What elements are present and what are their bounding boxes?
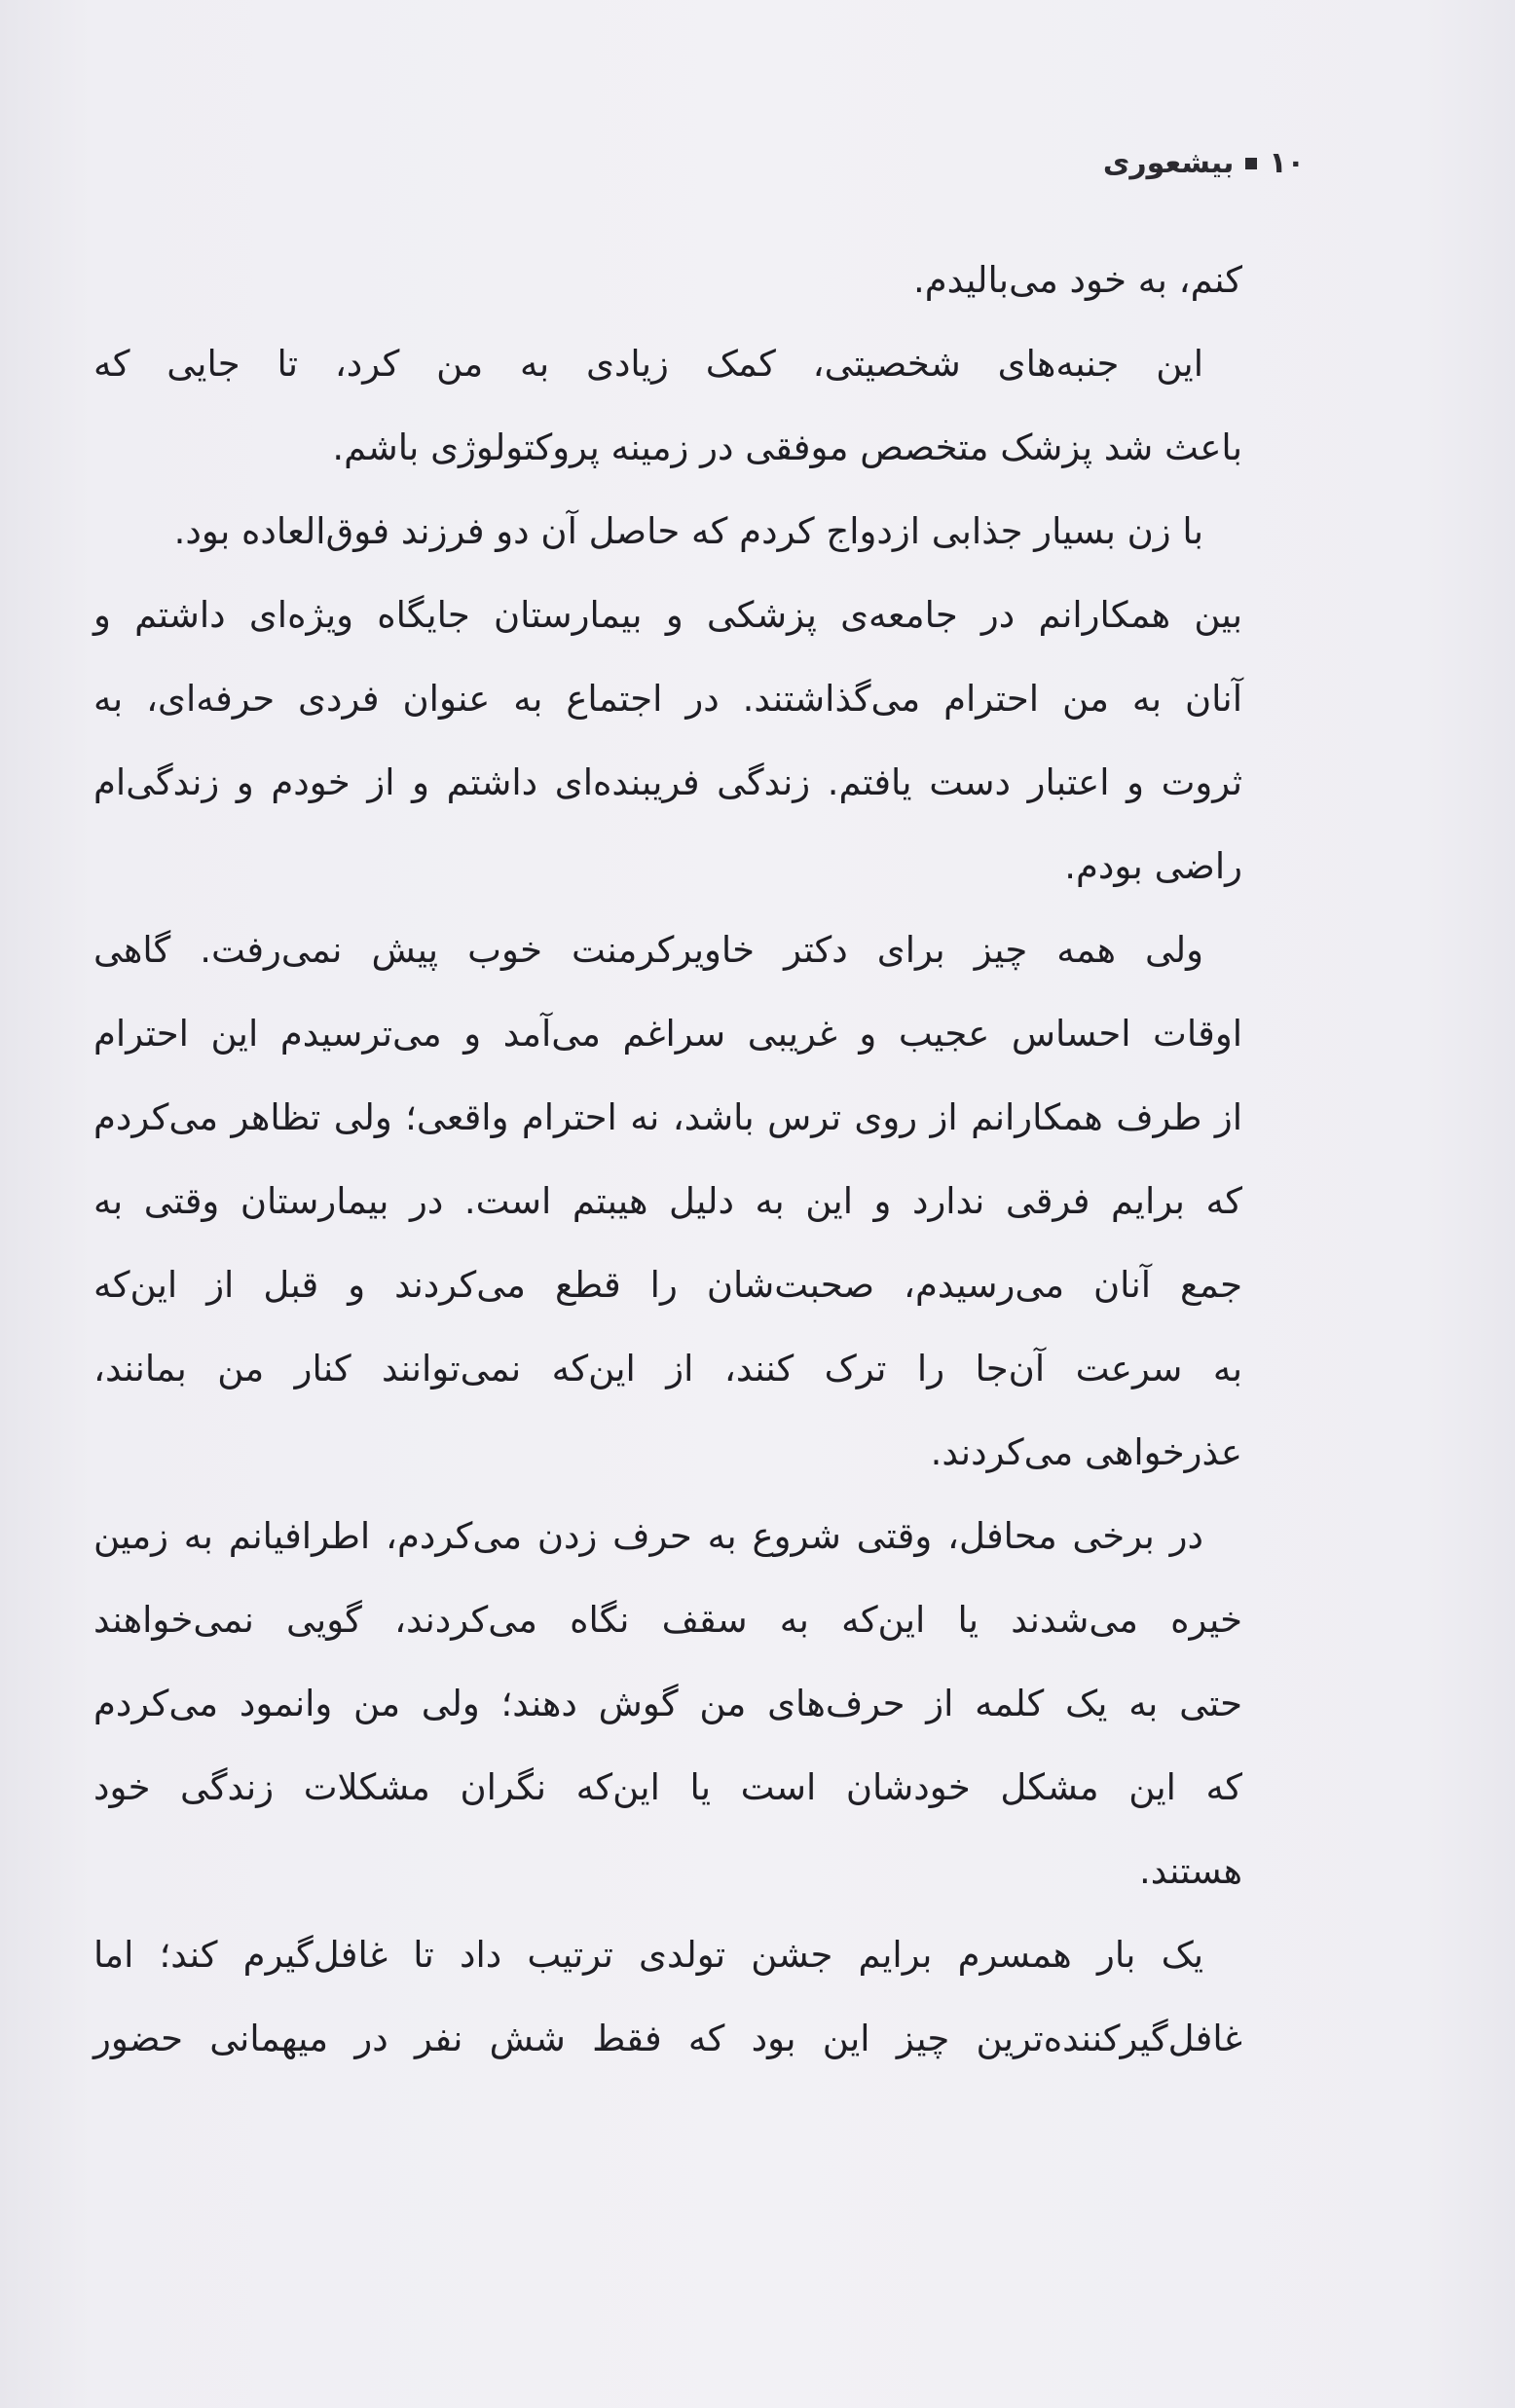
text-line: بین همکارانم در جامعه‌ی پزشکی و بیمارستان جایگاه ویژه‌ای داشتم و	[93, 594, 1242, 636]
text-line: باعث شد پزشک متخصص موفقی در زمینه پروکتولوژی باشم.	[332, 426, 1242, 468]
text-line: ثروت و اعتبار دست یافتم. زندگی فریبنده‌ای داشتم و از خودم و زندگی‌ام	[93, 761, 1242, 803]
running-header	[1103, 146, 1305, 180]
book-title: بیشعوری	[1102, 146, 1235, 180]
text-line: کنم، به خود می‌بالیدم.	[913, 259, 1242, 301]
text-line: یک بار همسرم برایم جشن تولدی ترتیب داد تا غافل‌گیرم کند؛ اما	[93, 1934, 1203, 1976]
text-line: اوقات احساس عجیب و غریبی سراغم می‌آمد و می‌ترسیدم این احترام	[93, 1013, 1242, 1055]
text-line: به سرعت آن‌جا را ترک کنند، از این‌که نمی‌توانند کنار من بمانند،	[93, 1348, 1242, 1389]
text-line: راضی بودم.	[1064, 845, 1242, 887]
text-line: که این مشکل خودشان است یا این‌که نگران مشکلات زندگی خود	[93, 1766, 1242, 1808]
text-line: خیره می‌شدند یا این‌که به سقف نگاه می‌کردند، گویی نمی‌خواهند	[93, 1599, 1242, 1641]
text-line: که برایم فرقی ندارد و این به دلیل هیبتم است. در بیمارستان وقتی به	[93, 1180, 1242, 1222]
text-line: ولی همه چیز برای دکتر خاویرکرمنت خوب پیش نمی‌رفت. گاهی	[93, 929, 1203, 971]
body-text	[93, 239, 1242, 2081]
header-bullet-icon	[1245, 158, 1257, 169]
text-line: از طرف همکارانم از روی ترس باشد، نه احترام واقعی؛ ولی تظاهر می‌کردم	[93, 1096, 1242, 1138]
text-line: غافل‌گیرکننده‌ترین چیز این بود که فقط شش نفر در میهمانی حضور	[93, 2018, 1242, 2059]
text-line: حتی به یک کلمه از حرف‌های من گوش دهند؛ ولی من وانمود می‌کردم	[93, 1683, 1242, 1724]
text-line: این جنبه‌های شخصیتی، کمک زیادی به من کرد، تا جایی که	[93, 343, 1203, 385]
text-line: در برخی محافل، وقتی شروع به حرف زدن می‌کردم، اطرافیانم به زمین	[93, 1515, 1203, 1557]
text-line: آنان به من احترام می‌گذاشتند. در اجتماع به عنوان فردی حرفه‌ای، به	[93, 678, 1242, 720]
text-line: عذرخواهی می‌کردند.	[930, 1431, 1242, 1473]
text-line: جمع آنان می‌رسیدم، صحبت‌شان را قطع می‌کردند و قبل از این‌که	[93, 1264, 1242, 1306]
text-line: با زن بسیار جذابی ازدواج کردم که حاصل آن دو فرزند فوق‌العاده بود.	[173, 510, 1203, 552]
text-line: هستند.	[1138, 1850, 1242, 1892]
page-number: ۱۰	[1269, 146, 1305, 180]
